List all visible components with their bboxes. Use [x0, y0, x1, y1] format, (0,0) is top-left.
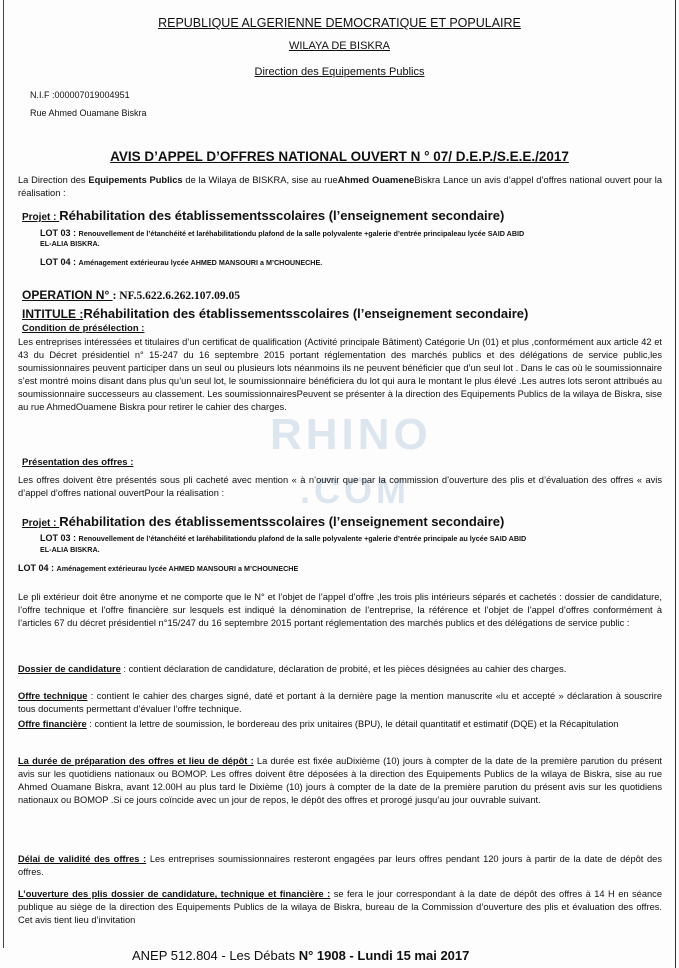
wilaya-heading: WILAYA DE BISKRA: [288, 40, 391, 52]
address-text: Rue Ahmed Ouamane Biskra: [30, 108, 147, 118]
lot-03-2-cont: EL-ALIA BISKRA.: [40, 545, 100, 554]
ouverture-paragraph: L’ouverture des plis dossier de candidature, technique et financière : se fera le jour correspondant à la date de dépôt des offres à 14 H en séance publique au siège de la direction des Equipements Publics de la wilaya de Biskra, bureau de la Commission d’ouverture des plis et évaluation des offres. Cet avis tient lieu d’invitation: [18, 889, 662, 925]
lot-03-1: LOT 03 : Renouvellement de l’étanchéité et laréhabilitationdu plafond de la salle polyvalente +galerie d’entrée principaleau lycée SAID ABID: [40, 228, 525, 238]
validite-paragraph: Délai de validité des offres : Les entreprises soumissionnaires resteront engagées par leurs offres pendant 120 jours à partir de la date de dépôt des offres.: [18, 854, 662, 877]
left-border: [3, 0, 4, 948]
lot-04-2: LOT 04 : Aménagement extérieurau lycée AHMED MANSOURI a M’CHOUNECHE: [18, 563, 299, 573]
intro-paragraph: La Direction des Equipements Publics de la Wilaya de BISKRA, sise au rueAhmed OuameneBiskra Lance un avis d’appel d’offres national ouvert pour la réalisation :: [18, 175, 662, 198]
project-heading-1: Projet : Réhabilitation des établissementsscolaires (l’enseignement secondaire): [22, 208, 505, 223]
lot-04-1: LOT 04 : Aménagement extérieurau lycée AHMED MANSOURI a M’CHOUNECHE.: [40, 257, 323, 267]
presentation-paragraph: Les offres doivent être présentés sous pli cacheté avec mention « à n’ouvrir que par la commission d’ouverture des plis et d’évaluation des offres « avis d’appel d’offres national ouvertPour la réalisation :: [18, 475, 662, 498]
offre-financiere-paragraph: Offre financière : contient la lettre de soumission, le bordereau des prix unitaires (BPU), le détail quantitatif et estimatif (DQE) et la Récapitulation: [18, 719, 619, 729]
footer-line: ANEP 512.804 - Les Débats N° 1908 - Lundi 15 mai 2017: [132, 948, 470, 963]
nif-text: N.I.F :000007019004951: [30, 90, 130, 100]
presentation-heading: Présentation des offres :: [22, 457, 134, 468]
project-heading-2: Projet : Réhabilitation des établissementsscolaires (l’enseignement secondaire): [22, 514, 505, 529]
dossier-paragraph: Dossier de candidature : contient déclaration de candidature, déclaration de probité, et les pièces désignées au cahier des charges.: [18, 664, 567, 674]
lot-03-2: LOT 03 : Renouvellement de l’étanchéité et laréhabilitationdu plafond de la salle polyvalente +galerie d’entrée principale au lycée SAID ABID: [40, 533, 527, 543]
duree-paragraph: La durée de préparation des offres et lieu de dépôt : La durée est fixée auDixième (10) jours à compter de la date de la première parution du présent avis sur les quotidiens nationaux ou BOMOP. Les offres doivent être déposées à la direction des Equipements Publics de la wilaya de Biskra, sise au rue Ahmed Ouamane Biskra, avant 12.00H au plus tard le Dixième (10) jours à compter de la date de la première parution du présent avis sur les quotidiens nationaux ou BOMOP .Si ce jours coïncide avec un jour de repos, le dépôt des offres et prorogé jusqu’au jour ouvrable suivant.: [18, 756, 662, 805]
watermark: RHINO: [270, 410, 432, 459]
republic-heading: REPUBLIQUE ALGERIENNE DEMOCRATIQUE ET POPULAIRE: [158, 16, 521, 30]
notice-title: AVIS D’APPEL D’OFFRES NATIONAL OUVERT N ° 07/ D.E.P./S.E.E./2017: [110, 149, 569, 164]
preselection-paragraph: Les entreprises intéressées et titulaires d’un certificat de qualification (Activité principale Bâtiment) Catégorie Un (01) et plus ,conformément aux article 42 et 43 du Décret présidentiel n° 15-247 du 16 septembre 2015 portant réglementation des marchés publics et des délégations de service public,les soumissionnaires peuvent participer dans un seul ou plusieurs lots néanmoins ils ne peuvent bénéficier que d’un seul lot . Dans le cas où le soumissionnaire s’est montré moins disant dans plus qu’un seul lot, le soumissionnaire bénéficiera du lot qui aura le montant le plus élevé .Les autres lots seront attribués au soumissionnaire successeurs au classement. Les soumissionnairesPeuvent se présenter à la direction des Equipements Publics de la wilaya de Biskra, sise au rue AhmedOuamene Biskra pour retirer le cahier des charges.: [18, 337, 662, 412]
watermark-2: .COM: [300, 470, 410, 511]
operation-line: OPERATION N° : NF.5.622.6.262.107.09.05: [22, 288, 240, 302]
direction-heading: Direction des Equipements Publics: [254, 66, 425, 78]
right-border: [675, 0, 676, 968]
lot-03-1-cont: EL-ALIA BISKRA.: [40, 239, 100, 248]
offre-technique-paragraph: Offre technique : contient le cahier des charges signé, daté et portant à la dernière page la mention manuscrite «lu et accepté » déclaration à souscrire tous documents permettant d’évaluer l’offre technique.: [18, 691, 663, 714]
preselection-heading: Condition de présélection :: [22, 323, 145, 334]
intitule-line: INTITULE :Réhabilitation des établissementsscolaires (l’enseignement secondaire): [22, 306, 529, 321]
envelope-paragraph: Le pli extérieur doit être anonyme et ne comporte que le N° et l’objet de l’appel d’offre ,les trois plis intérieurs séparés et cachetés : dossier de candidature, l’offre technique et l’offre financière sur lesquels est indiqué la dénomination de l’entreprise, la référence et l’objet de l’appel d’offres conformément à l’articles 67 du décret présidentiel n°15/247 du 16 septembre 2015 portant réglementation des marchés publics et des délégations de service public :: [18, 592, 662, 628]
